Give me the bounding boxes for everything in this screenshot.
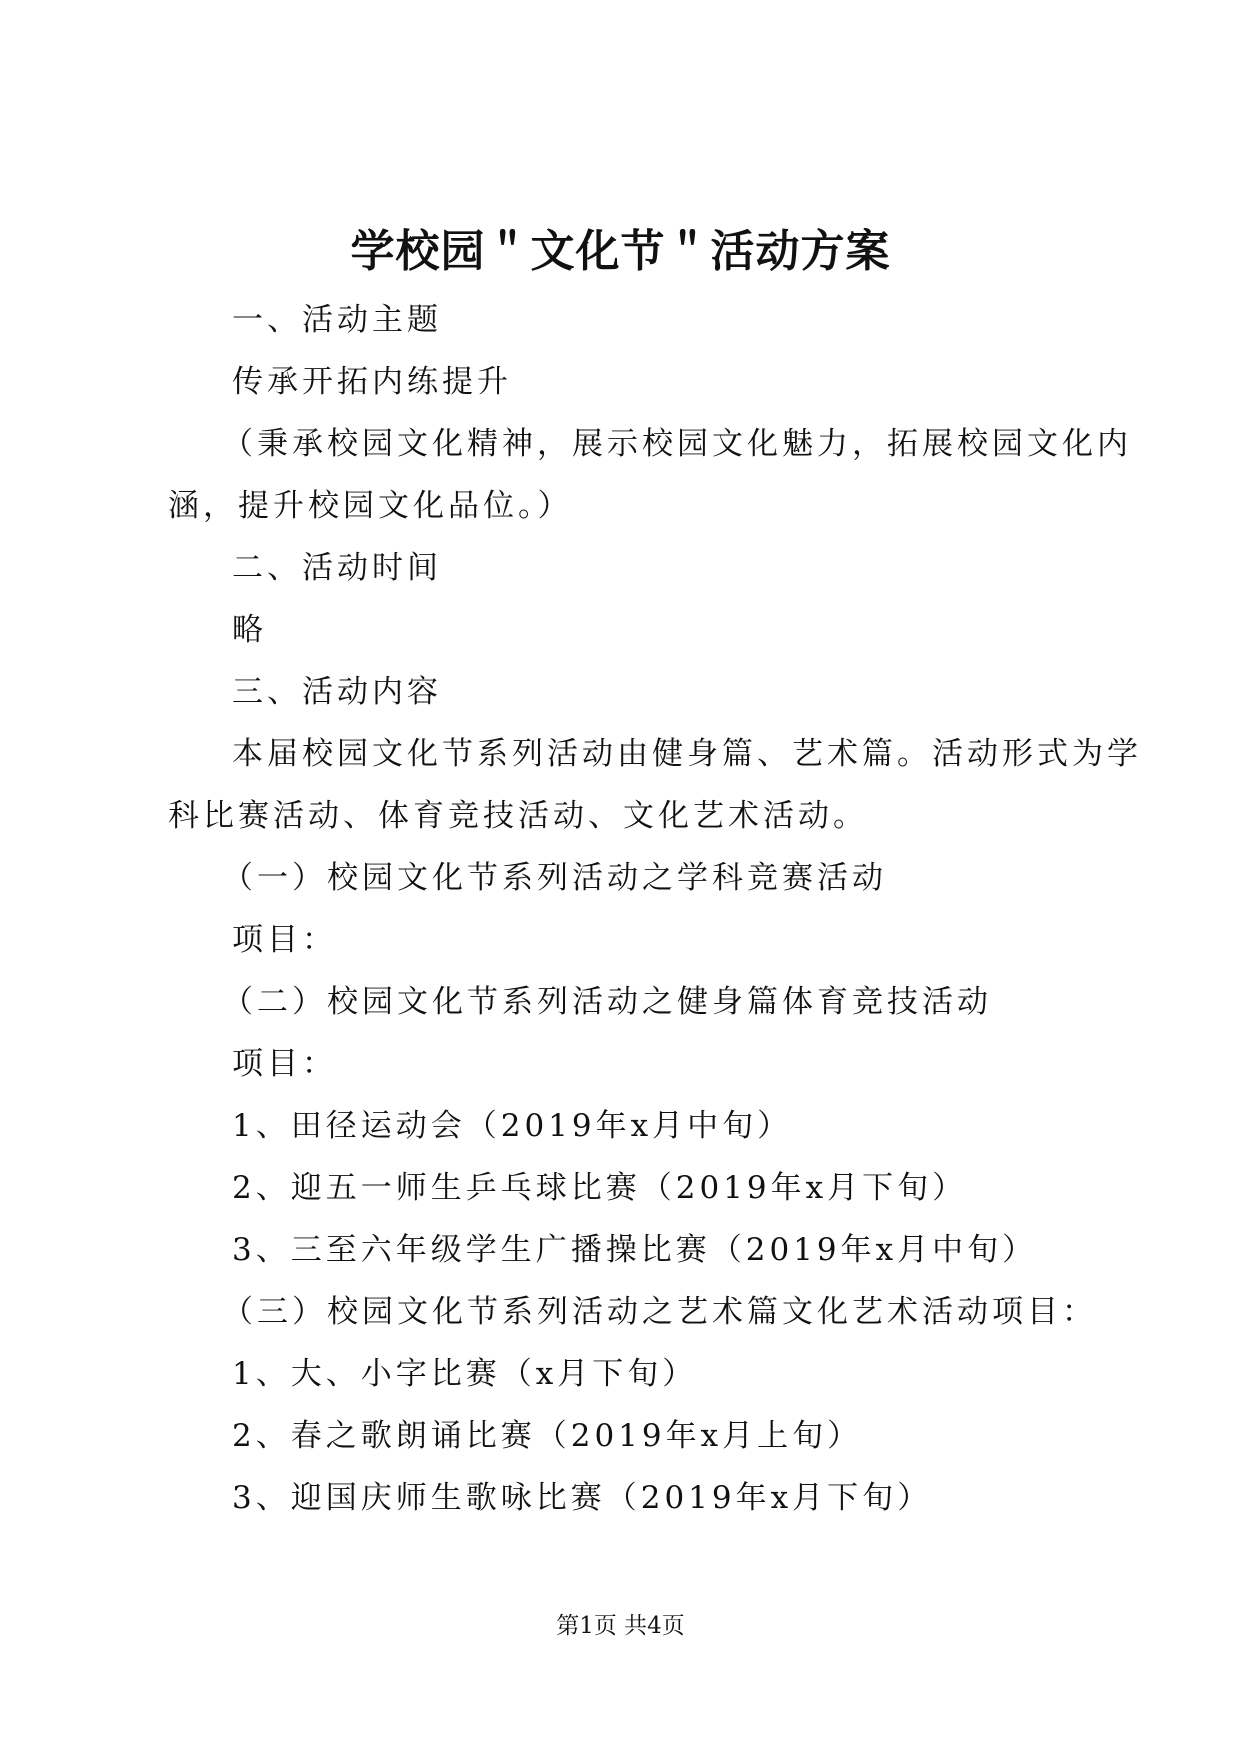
paragraph-sports-items: 项目： [232, 1046, 337, 1082]
page-number-footer: 第1页 共4页 [556, 1613, 685, 1639]
section-heading-theme: 一、活动主题 [232, 302, 442, 338]
section-heading-content: 三、活动内容 [232, 674, 442, 710]
list-item-arts-1: 1、大、小字比赛（x月下旬） [232, 1356, 698, 1392]
paragraph-theme-desc-line2: 涵，提升校园文化品位。） [168, 488, 573, 524]
list-item-arts-2: 2、春之歌朗诵比赛（2019年x月上旬） [232, 1418, 863, 1454]
paragraph-content-line1: 本届校园文化节系列活动由健身篇、艺术篇。活动形式为学 [232, 736, 1142, 772]
list-item-sports-3: 3、三至六年级学生广播操比赛（2019年x月中旬） [232, 1232, 1038, 1268]
subsection-heading-arts: （三）校园文化节系列活动之艺术篇文化艺术活动项目： [222, 1294, 1097, 1330]
list-item-sports-1: 1、田径运动会（2019年x月中旬） [232, 1108, 793, 1144]
subsection-heading-sports: （二）校园文化节系列活动之健身篇体育竞技活动 [222, 984, 992, 1020]
document-title: 学校园＂文化节＂活动方案 [350, 226, 891, 277]
paragraph-academic-items: 项目： [232, 922, 337, 958]
paragraph-time: 略 [232, 612, 267, 648]
list-item-arts-3: 3、迎国庆师生歌咏比赛（2019年x月下旬） [232, 1480, 933, 1516]
section-heading-time: 二、活动时间 [232, 550, 442, 586]
paragraph-theme-slogan: 传承开拓内练提升 [232, 364, 512, 400]
list-item-sports-2: 2、迎五一师生乒乓球比赛（2019年x月下旬） [232, 1170, 968, 1206]
paragraph-content-line2: 科比赛活动、体育竞技活动、文化艺术活动。 [168, 798, 868, 834]
subsection-heading-academic: （一）校园文化节系列活动之学科竞赛活动 [222, 860, 887, 896]
paragraph-theme-desc-line1: （秉承校园文化精神，展示校园文化魅力，拓展校园文化内 [222, 426, 1132, 462]
